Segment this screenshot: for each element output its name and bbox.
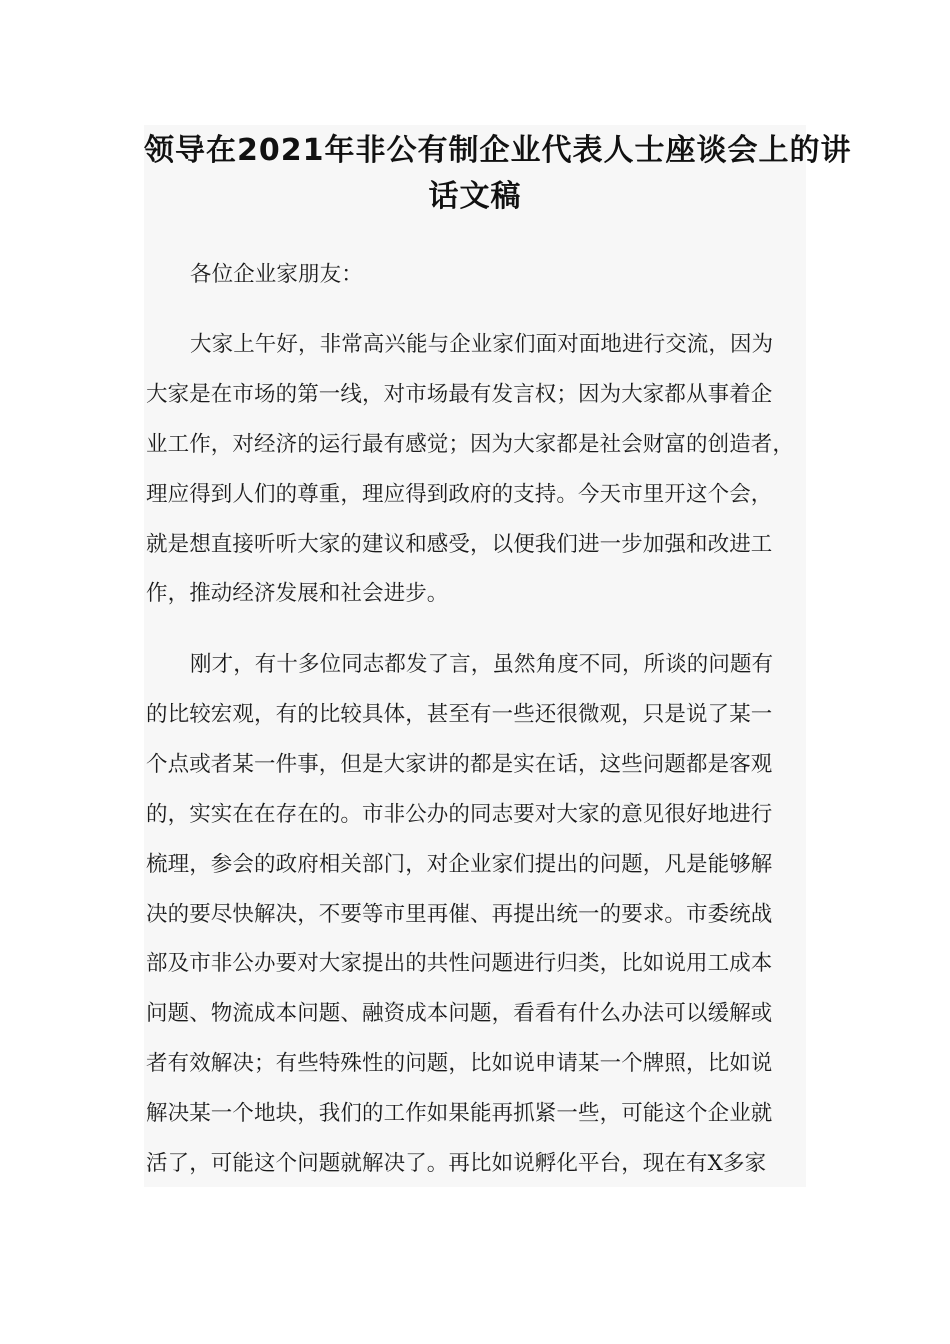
paragraph-1-line: 就是想直接听听大家的建议和感受，以便我们进一步加强和改进工 (146, 532, 773, 557)
paragraph-1-line: 业工作，对经济的运行最有感觉；因为大家都是社会财富的创造者， (146, 432, 795, 457)
salutation: 各位企业家朋友： (190, 262, 363, 287)
paragraph-2-line: 者有效解决；有些特殊性的问题，比如说申请某一个牌照，比如说 (146, 1051, 773, 1076)
title-line-1: 领导在2021年非公有制企业代表人士座谈会上的讲 (144, 133, 852, 168)
paragraph-2-line: 问题、物流成本问题、融资成本问题，看看有什么办法可以缓解或 (146, 1001, 773, 1026)
paragraph-1-line: 大家上午好，非常高兴能与企业家们面对面地进行交流，因为 (190, 332, 774, 357)
paragraph-2-line: 的比较宏观，有的比较具体，甚至有一些还很微观，只是说了某一 (146, 702, 773, 727)
title-line-2: 话文稿 (428, 179, 522, 214)
paragraph-2-line: 刚才，有十多位同志都发了言，虽然角度不同，所谈的问题有 (190, 652, 774, 677)
paragraph-2-line: 梳理，参会的政府相关部门，对企业家们提出的问题，凡是能够解 (146, 852, 773, 877)
document-title (144, 128, 852, 220)
paragraph-2-line: 决的要尽快解决，不要等市里再催、再提出统一的要求。市委统战 (146, 902, 773, 927)
paragraph-1-line: 大家是在市场的第一线，对市场最有发言权；因为大家都从事着企 (146, 382, 773, 407)
paragraph-2-line: 的，实实在在存在的。市非公办的同志要对大家的意见很好地进行 (146, 802, 773, 827)
paragraph-2-line: 解决某一个地块，我们的工作如果能再抓紧一些，可能这个企业就 (146, 1101, 773, 1126)
paragraph-1-line: 作，推动经济发展和社会进步。 (146, 581, 449, 606)
paragraph-2-line: 活了，可能这个问题就解决了。再比如说孵化平台，现在有X多家 (146, 1151, 767, 1176)
paragraph-2-line: 个点或者某一件事，但是大家讲的都是实在话，这些问题都是客观 (146, 752, 773, 777)
paragraph-1-line: 理应得到人们的尊重，理应得到政府的支持。今天市里开这个会， (146, 482, 773, 507)
paragraph-2-line: 部及市非公办要对大家提出的共性问题进行归类，比如说用工成本 (146, 951, 773, 976)
